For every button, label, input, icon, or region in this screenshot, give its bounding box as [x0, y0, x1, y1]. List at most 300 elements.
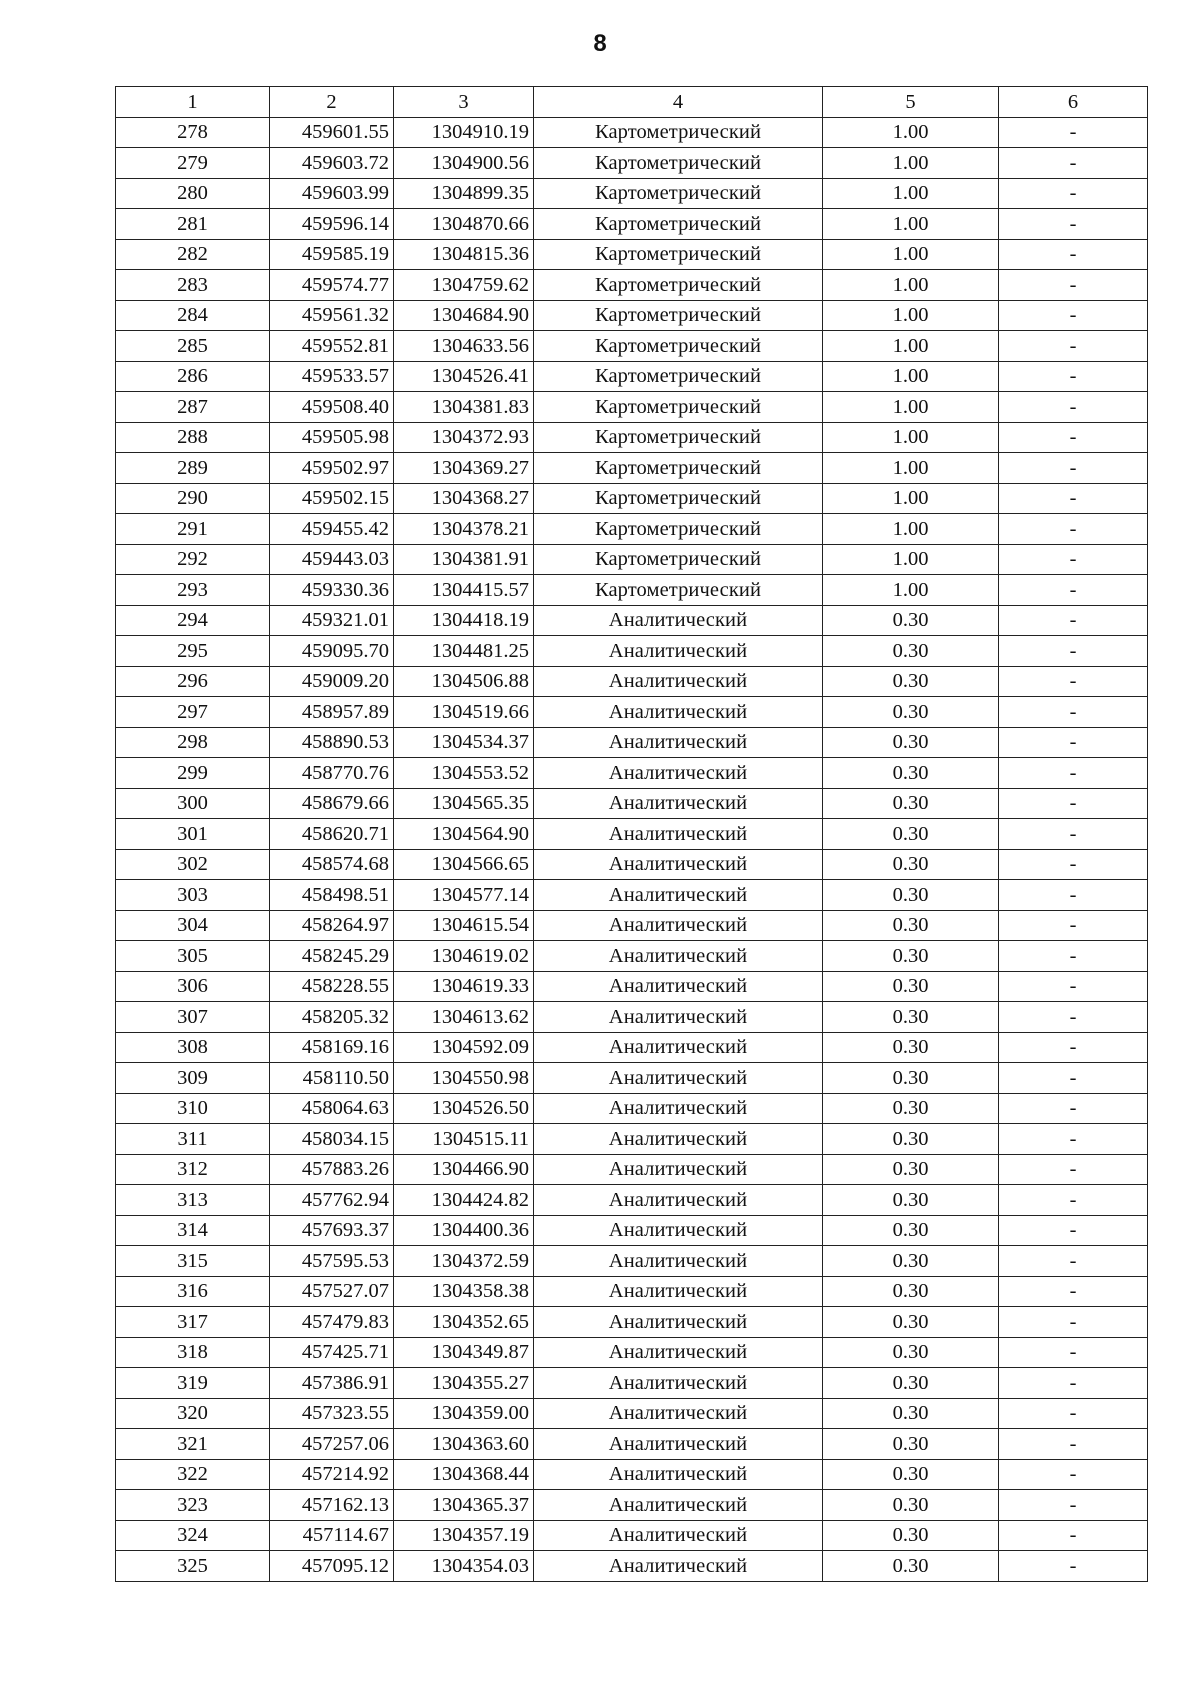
accuracy-cell: 0.30 [823, 666, 999, 697]
table-row [116, 1063, 1148, 1094]
table-row [116, 636, 1148, 667]
point-number-cell: 290 [116, 483, 270, 514]
table-row [116, 1185, 1148, 1216]
accuracy-cell: 0.30 [823, 1429, 999, 1460]
method-cell: Аналитический [534, 1337, 823, 1368]
point-number-cell: 312 [116, 1154, 270, 1185]
accuracy-cell: 1.00 [823, 422, 999, 453]
point-number-cell: 301 [116, 819, 270, 850]
y-coordinate-cell: 1304369.27 [394, 453, 534, 484]
x-coordinate-cell: 457425.71 [270, 1337, 394, 1368]
x-coordinate-cell: 459321.01 [270, 605, 394, 636]
y-coordinate-cell: 1304553.52 [394, 758, 534, 789]
note-cell: - [999, 727, 1148, 758]
x-coordinate-cell: 459574.77 [270, 270, 394, 301]
x-coordinate-cell: 457114.67 [270, 1520, 394, 1551]
note-cell: - [999, 1215, 1148, 1246]
accuracy-cell: 1.00 [823, 544, 999, 575]
point-number-cell: 297 [116, 697, 270, 728]
x-coordinate-cell: 457762.94 [270, 1185, 394, 1216]
table-row [116, 117, 1148, 148]
method-cell: Аналитический [534, 1215, 823, 1246]
x-coordinate-cell: 459455.42 [270, 514, 394, 545]
table-header-row [116, 87, 1148, 118]
accuracy-cell: 0.30 [823, 697, 999, 728]
table-row [116, 514, 1148, 545]
note-cell: - [999, 1002, 1148, 1033]
method-cell: Аналитический [534, 1032, 823, 1063]
page-number: 8 [593, 30, 607, 57]
x-coordinate-cell: 459603.72 [270, 148, 394, 179]
method-cell: Аналитический [534, 1459, 823, 1490]
x-coordinate-cell: 457162.13 [270, 1490, 394, 1521]
column-header: 3 [394, 87, 534, 118]
table-row [116, 910, 1148, 941]
table-row [116, 1368, 1148, 1399]
x-coordinate-cell: 459601.55 [270, 117, 394, 148]
note-cell: - [999, 1063, 1148, 1094]
table-row [116, 1307, 1148, 1338]
method-cell: Картометрический [534, 270, 823, 301]
method-cell: Картометрический [534, 453, 823, 484]
y-coordinate-cell: 1304466.90 [394, 1154, 534, 1185]
accuracy-cell: 1.00 [823, 514, 999, 545]
table-row [116, 1520, 1148, 1551]
x-coordinate-cell: 457595.53 [270, 1246, 394, 1277]
note-cell: - [999, 514, 1148, 545]
point-number-cell: 279 [116, 148, 270, 179]
y-coordinate-cell: 1304368.44 [394, 1459, 534, 1490]
point-number-cell: 302 [116, 849, 270, 880]
note-cell: - [999, 361, 1148, 392]
method-cell: Аналитический [534, 1520, 823, 1551]
x-coordinate-cell: 458574.68 [270, 849, 394, 880]
column-header: 5 [823, 87, 999, 118]
note-cell: - [999, 1490, 1148, 1521]
point-number-cell: 309 [116, 1063, 270, 1094]
accuracy-cell: 0.30 [823, 1185, 999, 1216]
accuracy-cell: 0.30 [823, 941, 999, 972]
point-number-cell: 295 [116, 636, 270, 667]
point-number-cell: 299 [116, 758, 270, 789]
y-coordinate-cell: 1304358.38 [394, 1276, 534, 1307]
point-number-cell: 289 [116, 453, 270, 484]
accuracy-cell: 0.30 [823, 880, 999, 911]
column-header: 1 [116, 87, 270, 118]
table-row [116, 239, 1148, 270]
method-cell: Аналитический [534, 1307, 823, 1338]
method-cell: Аналитический [534, 819, 823, 850]
accuracy-cell: 0.30 [823, 1459, 999, 1490]
point-number-cell: 287 [116, 392, 270, 423]
table-row [116, 1337, 1148, 1368]
table-row [116, 178, 1148, 209]
point-number-cell: 296 [116, 666, 270, 697]
x-coordinate-cell: 459596.14 [270, 209, 394, 240]
note-cell: - [999, 1459, 1148, 1490]
y-coordinate-cell: 1304378.21 [394, 514, 534, 545]
accuracy-cell: 0.30 [823, 1032, 999, 1063]
accuracy-cell: 1.00 [823, 178, 999, 209]
point-number-cell: 294 [116, 605, 270, 636]
note-cell: - [999, 392, 1148, 423]
x-coordinate-cell: 458679.66 [270, 788, 394, 819]
y-coordinate-cell: 1304349.87 [394, 1337, 534, 1368]
x-coordinate-cell: 459095.70 [270, 636, 394, 667]
note-cell: - [999, 971, 1148, 1002]
y-coordinate-cell: 1304415.57 [394, 575, 534, 606]
x-coordinate-cell: 457479.83 [270, 1307, 394, 1338]
accuracy-cell: 0.30 [823, 727, 999, 758]
x-coordinate-cell: 459009.20 [270, 666, 394, 697]
accuracy-cell: 1.00 [823, 575, 999, 606]
note-cell: - [999, 178, 1148, 209]
y-coordinate-cell: 1304354.03 [394, 1551, 534, 1582]
x-coordinate-cell: 459552.81 [270, 331, 394, 362]
point-number-cell: 315 [116, 1246, 270, 1277]
note-cell: - [999, 300, 1148, 331]
y-coordinate-cell: 1304577.14 [394, 880, 534, 911]
accuracy-cell: 0.30 [823, 1124, 999, 1155]
x-coordinate-cell: 458890.53 [270, 727, 394, 758]
point-number-cell: 321 [116, 1429, 270, 1460]
note-cell: - [999, 819, 1148, 850]
table-row [116, 727, 1148, 758]
note-cell: - [999, 453, 1148, 484]
note-cell: - [999, 1154, 1148, 1185]
note-cell: - [999, 636, 1148, 667]
point-number-cell: 303 [116, 880, 270, 911]
note-cell: - [999, 117, 1148, 148]
accuracy-cell: 0.30 [823, 788, 999, 819]
method-cell: Картометрический [534, 422, 823, 453]
method-cell: Аналитический [534, 1368, 823, 1399]
note-cell: - [999, 910, 1148, 941]
note-cell: - [999, 788, 1148, 819]
point-number-cell: 298 [116, 727, 270, 758]
method-cell: Картометрический [534, 361, 823, 392]
table-row [116, 1490, 1148, 1521]
table-row [116, 819, 1148, 850]
table-row [116, 453, 1148, 484]
y-coordinate-cell: 1304359.00 [394, 1398, 534, 1429]
x-coordinate-cell: 459443.03 [270, 544, 394, 575]
table-row [116, 361, 1148, 392]
accuracy-cell: 0.30 [823, 1063, 999, 1094]
y-coordinate-cell: 1304613.62 [394, 1002, 534, 1033]
method-cell: Картометрический [534, 514, 823, 545]
x-coordinate-cell: 459502.15 [270, 483, 394, 514]
accuracy-cell: 0.30 [823, 1276, 999, 1307]
table-row [116, 880, 1148, 911]
column-header: 6 [999, 87, 1148, 118]
note-cell: - [999, 544, 1148, 575]
method-cell: Аналитический [534, 758, 823, 789]
y-coordinate-cell: 1304534.37 [394, 727, 534, 758]
table-row [116, 1124, 1148, 1155]
accuracy-cell: 0.30 [823, 758, 999, 789]
note-cell: - [999, 849, 1148, 880]
point-number-cell: 284 [116, 300, 270, 331]
x-coordinate-cell: 457323.55 [270, 1398, 394, 1429]
method-cell: Аналитический [534, 1276, 823, 1307]
method-cell: Аналитический [534, 1246, 823, 1277]
method-cell: Аналитический [534, 971, 823, 1002]
column-header: 4 [534, 87, 823, 118]
y-coordinate-cell: 1304400.36 [394, 1215, 534, 1246]
method-cell: Аналитический [534, 605, 823, 636]
accuracy-cell: 1.00 [823, 331, 999, 362]
x-coordinate-cell: 458620.71 [270, 819, 394, 850]
method-cell: Аналитический [534, 727, 823, 758]
table-row [116, 1429, 1148, 1460]
note-cell: - [999, 148, 1148, 179]
x-coordinate-cell: 459533.57 [270, 361, 394, 392]
x-coordinate-cell: 458228.55 [270, 971, 394, 1002]
table-row [116, 544, 1148, 575]
table-row [116, 666, 1148, 697]
table-row [116, 971, 1148, 1002]
note-cell: - [999, 575, 1148, 606]
y-coordinate-cell: 1304592.09 [394, 1032, 534, 1063]
x-coordinate-cell: 458957.89 [270, 697, 394, 728]
x-coordinate-cell: 459330.36 [270, 575, 394, 606]
y-coordinate-cell: 1304363.60 [394, 1429, 534, 1460]
x-coordinate-cell: 459508.40 [270, 392, 394, 423]
point-number-cell: 311 [116, 1124, 270, 1155]
x-coordinate-cell: 457214.92 [270, 1459, 394, 1490]
y-coordinate-cell: 1304565.35 [394, 788, 534, 819]
y-coordinate-cell: 1304506.88 [394, 666, 534, 697]
x-coordinate-cell: 457527.07 [270, 1276, 394, 1307]
method-cell: Аналитический [534, 1154, 823, 1185]
note-cell: - [999, 1429, 1148, 1460]
point-number-cell: 283 [116, 270, 270, 301]
accuracy-cell: 0.30 [823, 1246, 999, 1277]
table-row [116, 697, 1148, 728]
method-cell: Аналитический [534, 1002, 823, 1033]
table-row [116, 300, 1148, 331]
accuracy-cell: 0.30 [823, 1398, 999, 1429]
note-cell: - [999, 483, 1148, 514]
table-row [116, 422, 1148, 453]
note-cell: - [999, 1551, 1148, 1582]
method-cell: Картометрический [534, 544, 823, 575]
coordinates-table [115, 86, 1148, 1582]
note-cell: - [999, 697, 1148, 728]
method-cell: Аналитический [534, 788, 823, 819]
method-cell: Картометрический [534, 148, 823, 179]
method-cell: Картометрический [534, 575, 823, 606]
accuracy-cell: 1.00 [823, 361, 999, 392]
point-number-cell: 308 [116, 1032, 270, 1063]
x-coordinate-cell: 458264.97 [270, 910, 394, 941]
note-cell: - [999, 239, 1148, 270]
point-number-cell: 282 [116, 239, 270, 270]
x-coordinate-cell: 459561.32 [270, 300, 394, 331]
point-number-cell: 319 [116, 1368, 270, 1399]
x-coordinate-cell: 459603.99 [270, 178, 394, 209]
accuracy-cell: 0.30 [823, 910, 999, 941]
method-cell: Картометрический [534, 178, 823, 209]
method-cell: Аналитический [534, 880, 823, 911]
x-coordinate-cell: 458498.51 [270, 880, 394, 911]
note-cell: - [999, 422, 1148, 453]
accuracy-cell: 0.30 [823, 1307, 999, 1338]
accuracy-cell: 1.00 [823, 453, 999, 484]
method-cell: Аналитический [534, 941, 823, 972]
accuracy-cell: 1.00 [823, 209, 999, 240]
accuracy-cell: 0.30 [823, 1154, 999, 1185]
y-coordinate-cell: 1304357.19 [394, 1520, 534, 1551]
note-cell: - [999, 1246, 1148, 1277]
point-number-cell: 278 [116, 117, 270, 148]
point-number-cell: 316 [116, 1276, 270, 1307]
accuracy-cell: 0.30 [823, 1337, 999, 1368]
point-number-cell: 293 [116, 575, 270, 606]
method-cell: Аналитический [534, 910, 823, 941]
x-coordinate-cell: 459505.98 [270, 422, 394, 453]
table-row [116, 849, 1148, 880]
method-cell: Картометрический [534, 331, 823, 362]
accuracy-cell: 0.30 [823, 1093, 999, 1124]
y-coordinate-cell: 1304566.65 [394, 849, 534, 880]
x-coordinate-cell: 458205.32 [270, 1002, 394, 1033]
table-row [116, 941, 1148, 972]
table-row [116, 1032, 1148, 1063]
y-coordinate-cell: 1304815.36 [394, 239, 534, 270]
y-coordinate-cell: 1304550.98 [394, 1063, 534, 1094]
method-cell: Картометрический [534, 239, 823, 270]
table-row [116, 483, 1148, 514]
point-number-cell: 286 [116, 361, 270, 392]
y-coordinate-cell: 1304619.02 [394, 941, 534, 972]
method-cell: Аналитический [534, 1490, 823, 1521]
accuracy-cell: 1.00 [823, 148, 999, 179]
accuracy-cell: 1.00 [823, 117, 999, 148]
point-number-cell: 291 [116, 514, 270, 545]
method-cell: Аналитический [534, 1551, 823, 1582]
accuracy-cell: 1.00 [823, 300, 999, 331]
table-row [116, 1459, 1148, 1490]
x-coordinate-cell: 458064.63 [270, 1093, 394, 1124]
method-cell: Аналитический [534, 1185, 823, 1216]
note-cell: - [999, 1093, 1148, 1124]
table-row [116, 148, 1148, 179]
table-body [116, 117, 1148, 1581]
point-number-cell: 322 [116, 1459, 270, 1490]
method-cell: Картометрический [534, 209, 823, 240]
x-coordinate-cell: 458034.15 [270, 1124, 394, 1155]
y-coordinate-cell: 1304519.66 [394, 697, 534, 728]
y-coordinate-cell: 1304910.19 [394, 117, 534, 148]
x-coordinate-cell: 458245.29 [270, 941, 394, 972]
accuracy-cell: 0.30 [823, 1368, 999, 1399]
accuracy-cell: 0.30 [823, 636, 999, 667]
y-coordinate-cell: 1304684.90 [394, 300, 534, 331]
x-coordinate-cell: 457693.37 [270, 1215, 394, 1246]
table-row [116, 270, 1148, 301]
method-cell: Картометрический [534, 300, 823, 331]
point-number-cell: 318 [116, 1337, 270, 1368]
table-row [116, 758, 1148, 789]
point-number-cell: 317 [116, 1307, 270, 1338]
point-number-cell: 325 [116, 1551, 270, 1582]
method-cell: Аналитический [534, 636, 823, 667]
x-coordinate-cell: 457386.91 [270, 1368, 394, 1399]
point-number-cell: 320 [116, 1398, 270, 1429]
table-row [116, 1154, 1148, 1185]
point-number-cell: 288 [116, 422, 270, 453]
method-cell: Аналитический [534, 849, 823, 880]
y-coordinate-cell: 1304759.62 [394, 270, 534, 301]
point-number-cell: 306 [116, 971, 270, 1002]
y-coordinate-cell: 1304372.93 [394, 422, 534, 453]
note-cell: - [999, 880, 1148, 911]
accuracy-cell: 0.30 [823, 1002, 999, 1033]
table-row [116, 605, 1148, 636]
table-row [116, 1215, 1148, 1246]
table-row [116, 1551, 1148, 1582]
note-cell: - [999, 209, 1148, 240]
method-cell: Картометрический [534, 117, 823, 148]
note-cell: - [999, 941, 1148, 972]
point-number-cell: 300 [116, 788, 270, 819]
note-cell: - [999, 270, 1148, 301]
accuracy-cell: 0.30 [823, 1520, 999, 1551]
method-cell: Аналитический [534, 1429, 823, 1460]
point-number-cell: 307 [116, 1002, 270, 1033]
note-cell: - [999, 1032, 1148, 1063]
point-number-cell: 280 [116, 178, 270, 209]
accuracy-cell: 0.30 [823, 1551, 999, 1582]
method-cell: Аналитический [534, 1063, 823, 1094]
x-coordinate-cell: 458770.76 [270, 758, 394, 789]
x-coordinate-cell: 457257.06 [270, 1429, 394, 1460]
accuracy-cell: 0.30 [823, 605, 999, 636]
method-cell: Аналитический [534, 1398, 823, 1429]
y-coordinate-cell: 1304481.25 [394, 636, 534, 667]
x-coordinate-cell: 459502.97 [270, 453, 394, 484]
y-coordinate-cell: 1304424.82 [394, 1185, 534, 1216]
y-coordinate-cell: 1304619.33 [394, 971, 534, 1002]
point-number-cell: 305 [116, 941, 270, 972]
table-row [116, 392, 1148, 423]
accuracy-cell: 0.30 [823, 849, 999, 880]
y-coordinate-cell: 1304615.54 [394, 910, 534, 941]
accuracy-cell: 1.00 [823, 392, 999, 423]
note-cell: - [999, 605, 1148, 636]
note-cell: - [999, 1520, 1148, 1551]
method-cell: Аналитический [534, 1124, 823, 1155]
note-cell: - [999, 331, 1148, 362]
table-row [116, 575, 1148, 606]
x-coordinate-cell: 458110.50 [270, 1063, 394, 1094]
y-coordinate-cell: 1304365.37 [394, 1490, 534, 1521]
y-coordinate-cell: 1304526.41 [394, 361, 534, 392]
y-coordinate-cell: 1304526.50 [394, 1093, 534, 1124]
note-cell: - [999, 1185, 1148, 1216]
note-cell: - [999, 1276, 1148, 1307]
table-row [116, 209, 1148, 240]
method-cell: Картометрический [534, 392, 823, 423]
table-row [116, 1002, 1148, 1033]
y-coordinate-cell: 1304418.19 [394, 605, 534, 636]
table-row [116, 1276, 1148, 1307]
y-coordinate-cell: 1304870.66 [394, 209, 534, 240]
table-row [116, 1398, 1148, 1429]
table-row [116, 788, 1148, 819]
